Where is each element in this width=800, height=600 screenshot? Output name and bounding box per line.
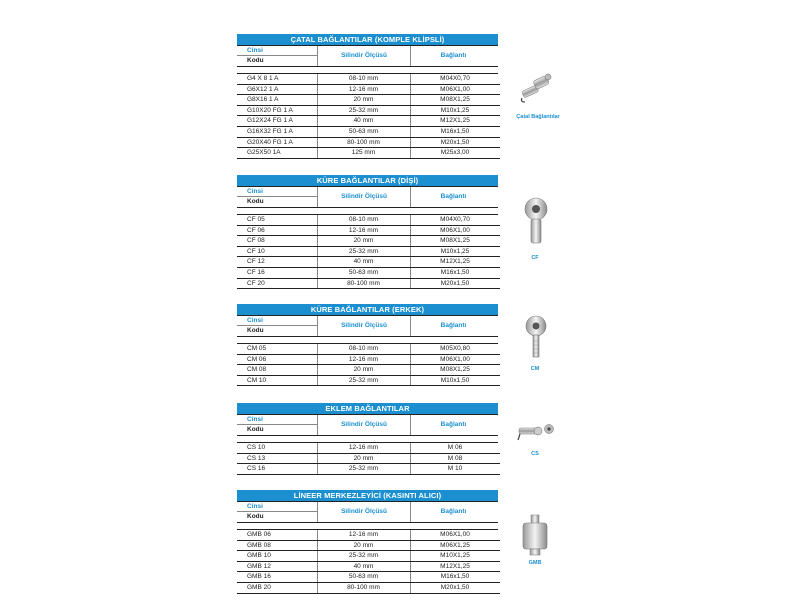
gmb-caption: GMB xyxy=(528,560,542,566)
cell-connection: M16x1,50 xyxy=(410,126,500,137)
cell-connection: M 06 xyxy=(410,443,500,453)
header-connection: Bağlantı xyxy=(440,508,467,515)
header-connection: Bağlantı xyxy=(440,52,467,59)
header-bore: Silindir Ölçüsü xyxy=(317,415,411,435)
table-row xyxy=(237,236,500,247)
cell-bore: 25-32 mm xyxy=(317,246,410,257)
cell-bore: 40 mm xyxy=(317,561,410,572)
table-row xyxy=(237,540,500,551)
cell-code: G20X40 FG 1 A xyxy=(237,137,317,148)
cell-code: CF 08 xyxy=(237,236,317,247)
section-title: EKLEM BAĞLANTILAR xyxy=(237,403,498,414)
table-row xyxy=(237,375,500,386)
table-header xyxy=(237,315,498,337)
header-bore: Silindir Ölçüsü xyxy=(317,316,411,336)
table-row xyxy=(237,225,500,236)
cell-code: CM 05 xyxy=(237,344,317,354)
cell-code: CM 06 xyxy=(237,354,317,365)
cell-code: G6X12 1 A xyxy=(237,84,317,95)
cell-code: G12X24 FG 1 A xyxy=(237,116,317,127)
cell-bore: 20 mm xyxy=(317,95,410,106)
catal-caption: Çatal Bağlantılar xyxy=(516,114,560,120)
cell-bore: 25-32 mm xyxy=(317,464,410,475)
table-row xyxy=(237,530,500,540)
table-row xyxy=(237,137,500,148)
table-row xyxy=(237,84,500,95)
cell-bore: 25-32 mm xyxy=(317,551,410,562)
header-type: Cinsi xyxy=(237,187,317,197)
table-row xyxy=(237,551,500,562)
cell-bore: 80-100 mm xyxy=(317,582,410,593)
cell-bore: 20 mm xyxy=(317,453,410,464)
cell-bore: 25-32 mm xyxy=(317,375,410,386)
header-type: Cinsi xyxy=(237,502,317,512)
table-header xyxy=(237,414,498,436)
header-connection: Bağlantı xyxy=(440,193,467,200)
cell-bore: 12-16 mm xyxy=(317,443,410,453)
cell-bore: 50-63 mm xyxy=(317,572,410,583)
cs-image xyxy=(516,420,556,442)
table-row xyxy=(237,464,500,475)
cell-code: CS 16 xyxy=(237,464,317,475)
cell-connection: M12X1,25 xyxy=(410,561,500,572)
header-type: Cinsi xyxy=(237,415,317,425)
cell-code: CM 08 xyxy=(237,365,317,376)
section-eklem xyxy=(237,403,498,475)
cell-bore: 40 mm xyxy=(317,116,410,127)
header-type: Cinsi xyxy=(237,316,317,326)
header-code: Kodu xyxy=(247,327,264,334)
section-kure-disi xyxy=(237,175,498,289)
header-code: Kodu xyxy=(247,198,264,205)
cell-code: G4 X 8 1 A xyxy=(237,74,317,84)
cell-bore: 12-16 mm xyxy=(317,530,410,540)
table-row xyxy=(237,443,500,453)
cell-code: CS 13 xyxy=(237,453,317,464)
cell-connection: M10x1,50 xyxy=(410,375,500,386)
cell-connection: M06X1,00 xyxy=(410,530,500,540)
cell-code: GMB 20 xyxy=(237,582,317,593)
cell-connection: M08X1,25 xyxy=(410,236,500,247)
cf-image xyxy=(523,197,549,245)
cell-code: G16X32 FG 1 A xyxy=(237,126,317,137)
table-header xyxy=(237,501,498,523)
cell-code: G10X20 FG 1 A xyxy=(237,105,317,116)
product-table xyxy=(237,530,500,594)
product-table xyxy=(237,344,500,386)
table-row xyxy=(237,126,500,137)
cell-code: GMB 16 xyxy=(237,572,317,583)
table-row xyxy=(237,74,500,84)
cell-connection: M08X1,25 xyxy=(410,365,500,376)
cell-connection: M06X1,00 xyxy=(410,84,500,95)
cell-bore: 80-100 mm xyxy=(317,137,410,148)
cell-bore: 20 mm xyxy=(317,540,410,551)
header-connection: Bağlantı xyxy=(440,322,467,329)
table-row xyxy=(237,116,500,127)
cell-connection: M20x1,50 xyxy=(410,582,500,593)
cell-bore: 80-100 mm xyxy=(317,278,410,289)
cell-connection: M10x1,25 xyxy=(410,246,500,257)
cell-connection: M06X1,00 xyxy=(410,225,500,236)
cell-bore: 50-63 mm xyxy=(317,126,410,137)
cell-bore: 20 mm xyxy=(317,365,410,376)
cell-bore: 12-16 mm xyxy=(317,84,410,95)
table-row xyxy=(237,354,500,365)
section-catal xyxy=(237,34,498,159)
header-bore: Silindir Ölçüsü xyxy=(317,187,411,207)
cell-code: CM 10 xyxy=(237,375,317,386)
cell-code: CF 20 xyxy=(237,278,317,289)
table-row xyxy=(237,572,500,583)
gmb-image xyxy=(519,514,551,556)
cell-code: GMB 12 xyxy=(237,561,317,572)
cell-bore: 08-10 mm xyxy=(317,344,410,354)
table-header xyxy=(237,186,498,208)
header-bore: Silindir Ölçüsü xyxy=(317,46,411,66)
table-row xyxy=(237,246,500,257)
header-type: Cinsi xyxy=(237,46,317,56)
cf-caption: CF xyxy=(531,255,539,261)
section-lineer xyxy=(237,490,498,594)
cs-caption: CS xyxy=(531,451,539,457)
cell-connection: M04X0,70 xyxy=(410,215,500,225)
section-title: LİNEER MERKEZLEYİCİ (KASINTI ALICI) xyxy=(237,490,498,501)
table-row xyxy=(237,561,500,572)
cell-bore: 25-32 mm xyxy=(317,105,410,116)
cell-connection: M08X1,25 xyxy=(410,95,500,106)
cell-connection: M20x1,50 xyxy=(410,278,500,289)
table-row xyxy=(237,215,500,225)
cell-connection: M16x1,50 xyxy=(410,572,500,583)
cell-connection: M10X1,25 xyxy=(410,551,500,562)
cell-bore: 12-16 mm xyxy=(317,354,410,365)
header-bore: Silindir Ölçüsü xyxy=(317,502,411,522)
header-code: Kodu xyxy=(247,513,264,520)
header-code: Kodu xyxy=(247,57,264,64)
header-connection: Bağlantı xyxy=(440,421,467,428)
table-row xyxy=(237,453,500,464)
section-title: KÜRE BAĞLANTILAR (ERKEK) xyxy=(237,304,498,315)
cell-connection: M10x1,25 xyxy=(410,105,500,116)
table-header xyxy=(237,45,498,67)
table-row xyxy=(237,105,500,116)
section-title: ÇATAL BAĞLANTILAR (KOMPLE KLİPSLİ) xyxy=(237,34,498,45)
table-row xyxy=(237,365,500,376)
cell-connection: M16x1,50 xyxy=(410,267,500,278)
cell-connection: M12X1,25 xyxy=(410,257,500,268)
cell-bore: 125 mm xyxy=(317,148,410,159)
table-row xyxy=(237,344,500,354)
cell-connection: M 10 xyxy=(410,464,500,475)
cell-connection: M12X1,25 xyxy=(410,116,500,127)
catal-image xyxy=(518,70,556,104)
cell-code: GMB 10 xyxy=(237,551,317,562)
cm-caption: CM xyxy=(530,366,540,372)
cell-connection: M 08 xyxy=(410,453,500,464)
product-table xyxy=(237,74,500,159)
cell-connection: M04X0,70 xyxy=(410,74,500,84)
table-row xyxy=(237,257,500,268)
product-table xyxy=(237,443,500,475)
cell-code: G25X50 1A xyxy=(237,148,317,159)
cell-code: CF 12 xyxy=(237,257,317,268)
cell-code: CF 10 xyxy=(237,246,317,257)
table-row xyxy=(237,582,500,593)
header-code: Kodu xyxy=(247,426,264,433)
cell-code: GMB 08 xyxy=(237,540,317,551)
cell-code: CF 05 xyxy=(237,215,317,225)
cell-code: CF 06 xyxy=(237,225,317,236)
cell-bore: 50-63 mm xyxy=(317,267,410,278)
cell-connection: M20x1,50 xyxy=(410,137,500,148)
cell-code: CF 16 xyxy=(237,267,317,278)
cell-connection: M25x3,00 xyxy=(410,148,500,159)
table-row xyxy=(237,148,500,159)
product-table xyxy=(237,215,500,289)
table-row xyxy=(237,278,500,289)
cell-bore: 08-10 mm xyxy=(317,215,410,225)
cell-bore: 20 mm xyxy=(317,236,410,247)
table-row xyxy=(237,267,500,278)
cell-connection: M06X1,00 xyxy=(410,354,500,365)
cell-bore: 12-16 mm xyxy=(317,225,410,236)
cell-code: CS 10 xyxy=(237,443,317,453)
cell-bore: 08-10 mm xyxy=(317,74,410,84)
cell-connection: M06X1,25 xyxy=(410,540,500,551)
cm-image xyxy=(523,315,549,359)
table-row xyxy=(237,95,500,106)
cell-code: GMB 06 xyxy=(237,530,317,540)
section-title: KÜRE BAĞLANTILAR (DİŞİ) xyxy=(237,175,498,186)
section-kure-erkek xyxy=(237,304,498,386)
cell-bore: 40 mm xyxy=(317,257,410,268)
cell-code: G8X16 1 A xyxy=(237,95,317,106)
cell-connection: M05X0,80 xyxy=(410,344,500,354)
